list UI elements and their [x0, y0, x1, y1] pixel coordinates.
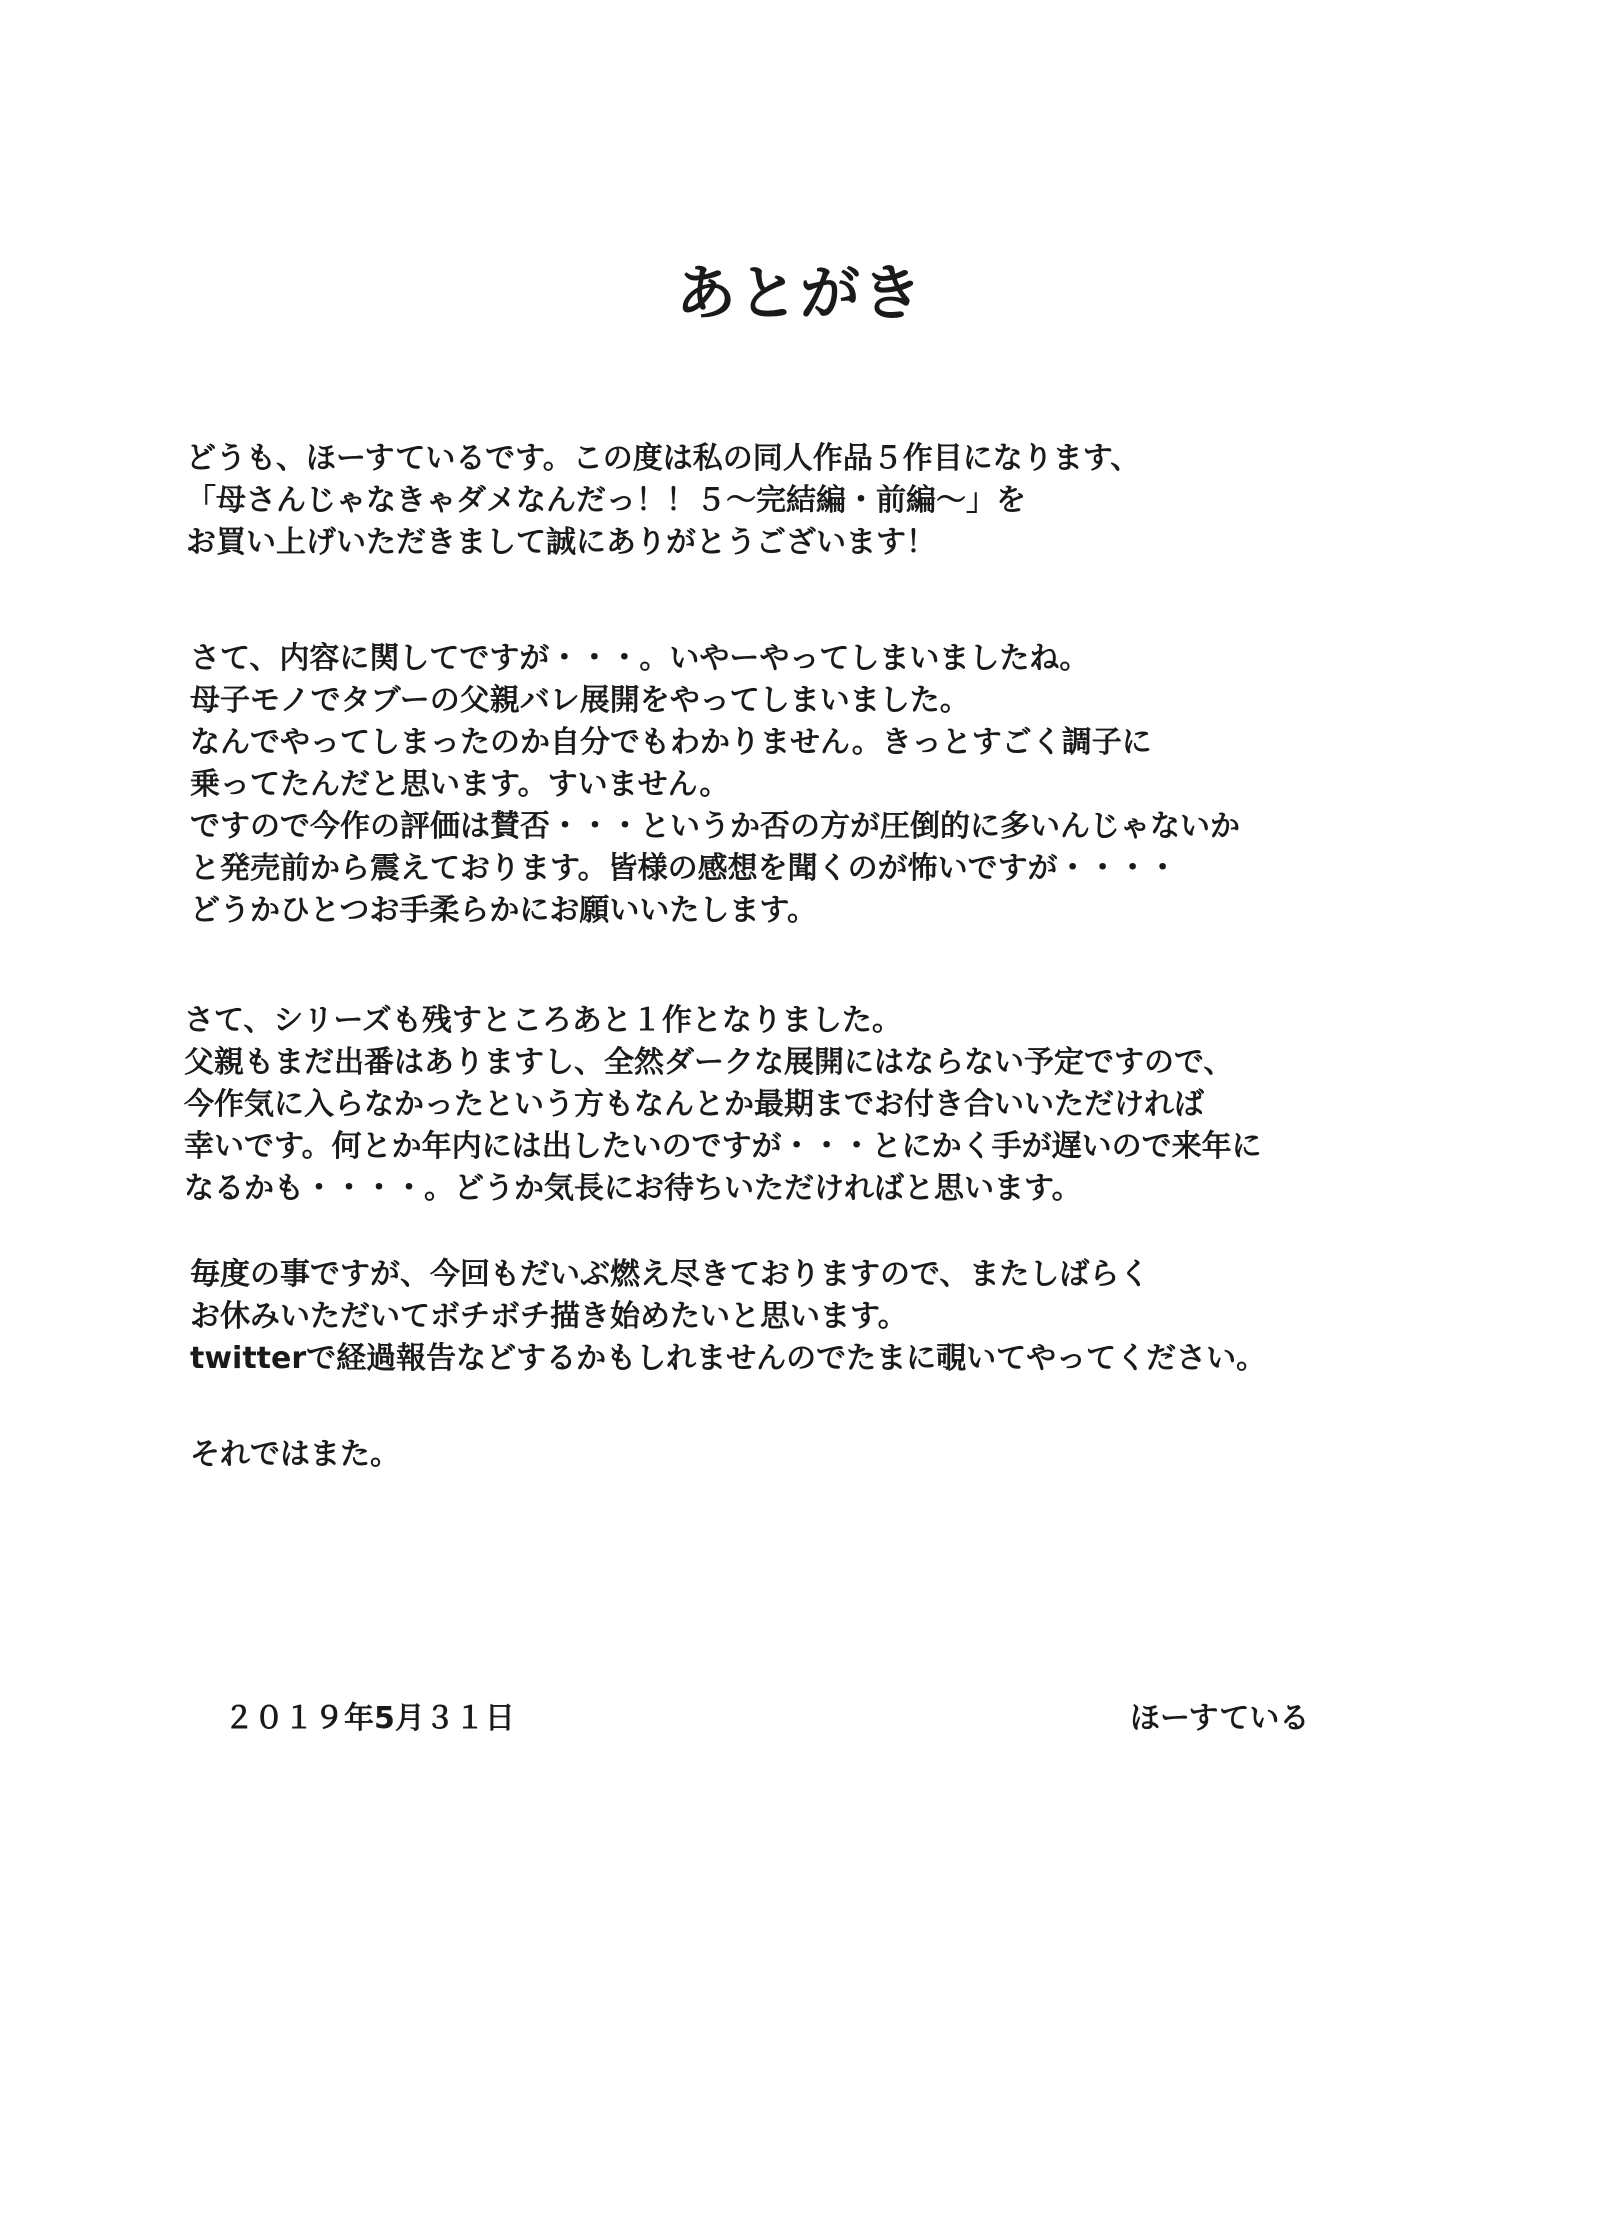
paragraph-line: twitterで経過報告などするかもしれませんのでたまに覗いてやってください。: [190, 1341, 1267, 1376]
paragraph-line: さて、シリーズも残すところあと１作となりました。: [184, 1003, 902, 1038]
date: ２０１９年5月３１日: [224, 1701, 515, 1736]
paragraph-line: 母子モノでタブーの父親バレ展開をやってしまいました。: [190, 683, 970, 718]
paragraph-line: 幸いです。何とか年内には出したいのですが・・・とにかく手が遅いので来年に: [184, 1129, 1262, 1164]
paragraph-closing: [190, 1434, 400, 1476]
paragraph-series: [184, 1000, 1262, 1210]
paragraph-line: と発売前から震えております。皆様の感想を聞くのが怖いですが・・・・: [190, 851, 1178, 886]
paragraph-line: 父親もまだ出番はありますし、全然ダークな展開にはならない予定ですので、: [184, 1045, 1234, 1080]
page-title: あとがき: [676, 259, 924, 329]
paragraph-line: 毎度の事ですが、今回もだいぶ燃え尽きておりますので、またしばらく: [190, 1257, 1150, 1292]
paragraph-line: なるかも・・・・。どうか気長にお待ちいただければと思います。: [184, 1171, 1082, 1206]
paragraph-line: それではまた。: [190, 1437, 400, 1472]
paragraph-line: お休みいただいてボチボチ描き始めたいと思います。: [190, 1299, 908, 1334]
paragraph-line: なんでやってしまったのか自分でもわかりません。きっとすごく調子に: [190, 725, 1152, 760]
author-name: ほーすている: [1130, 1701, 1310, 1736]
paragraph-line: 「母さんじゃなきゃダメなんだっ！！５～完結編・前編～」を: [186, 483, 1026, 518]
paragraph-line: どうかひとつお手柔らかにお願いいたします。: [190, 893, 817, 928]
paragraph-line: 今作気に入らなかったという方もなんとか最期までお付き合いいただければ: [184, 1087, 1204, 1122]
paragraph-line: どうも、ほーすているです。この度は私の同人作品５作目になります、: [186, 441, 1141, 476]
paragraph-greeting: [186, 438, 1140, 564]
paragraph-line: ですので今作の評価は賛否・・・というか否の方が圧倒的に多いんじゃないか: [190, 809, 1240, 844]
paragraph-line: お買い上げいただきまして誠にありがとうございます！: [186, 525, 936, 560]
paragraph-line: さて、内容に関してですが・・・。いやーやってしまいましたね。: [190, 641, 1090, 676]
paragraph-content: [190, 638, 1240, 932]
paragraph-line: 乗ってたんだと思います。すいません。: [190, 767, 730, 802]
paragraph-rest: [190, 1254, 1266, 1380]
